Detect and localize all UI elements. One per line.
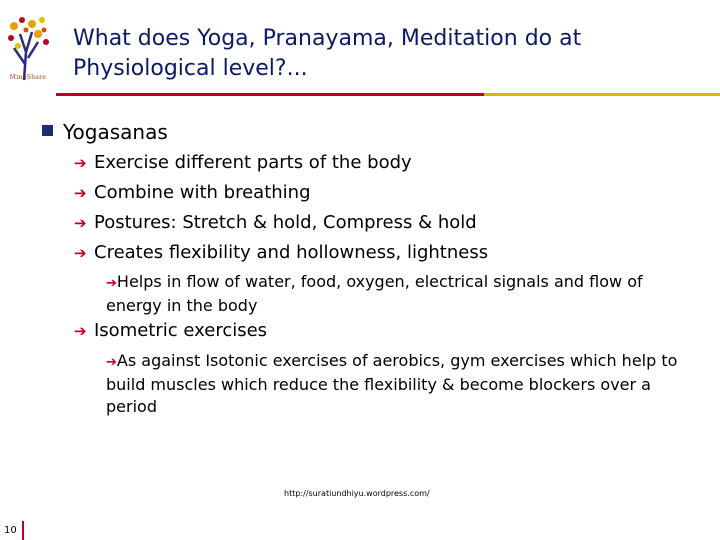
point-text: Postures: Stretch & hold, Compress & hold: [94, 212, 477, 233]
list-item: [74, 212, 477, 234]
point-text: Isometric exercises: [94, 320, 268, 341]
sub-point-text: Helps in flow of water, food, oxygen, electrical signals and flow of energy in the body: [106, 272, 643, 315]
arrow-bullet-icon: ➔: [74, 184, 87, 202]
square-bullet-icon: [42, 125, 53, 136]
list-item: [74, 182, 311, 204]
list-item: [74, 242, 488, 264]
arrow-bullet-icon: ➔: [106, 276, 117, 291]
page-number-rule: [22, 521, 24, 540]
page-title: What does Yoga, Pranayama, Meditation do at Physiological level?...: [73, 26, 582, 81]
point-text: Creates flexibility and hollowness, lightness: [94, 242, 489, 263]
list-item: [74, 152, 412, 174]
logo-caption: MindShare: [9, 74, 47, 81]
arrow-bullet-icon: ➔: [74, 244, 87, 262]
footer-url: http://suratiundhiyu.wordpress.com/: [284, 489, 430, 498]
title-rule-gold: [484, 93, 720, 96]
list-item: [74, 320, 267, 342]
arrow-bullet-icon: ➔: [74, 214, 87, 232]
sub-point-flow: [106, 271, 686, 317]
page-number: 10: [4, 525, 17, 536]
point-text: Exercise different parts of the body: [94, 152, 412, 173]
sub-point-text: As against Isotonic exercises of aerobics, gym exercises which help to build muscles which reduce the flexibility & become blockers over a period: [106, 351, 678, 416]
arrow-bullet-icon: ➔: [74, 322, 87, 340]
arrow-bullet-icon: ➔: [106, 355, 117, 370]
sub-point-isotonic: [106, 350, 686, 418]
arrow-bullet-icon: ➔: [74, 154, 87, 172]
title-rule-red: [56, 93, 484, 96]
point-text: Combine with breathing: [94, 182, 311, 203]
bullet-text: Yogasanas: [63, 120, 168, 144]
